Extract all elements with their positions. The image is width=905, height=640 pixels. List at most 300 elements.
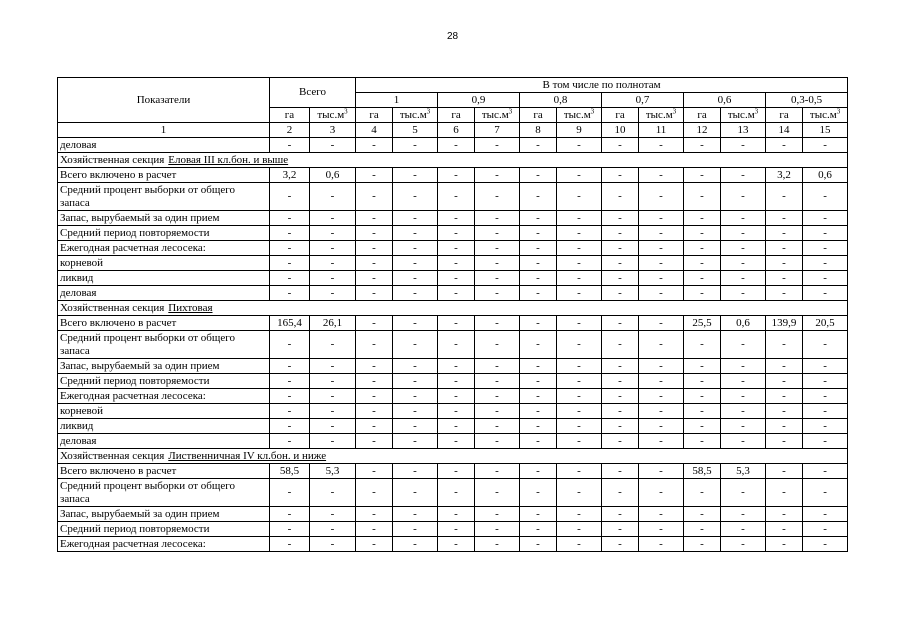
table-cell: - bbox=[475, 374, 520, 389]
table-cell: - bbox=[475, 286, 520, 301]
table-cell: 0,6 bbox=[310, 168, 356, 183]
unit-volume-exponent: 3 bbox=[672, 107, 677, 115]
table-cell: - bbox=[721, 479, 766, 507]
table-cell: - bbox=[639, 331, 684, 359]
table-cell: - bbox=[356, 374, 393, 389]
table-cell: - bbox=[803, 434, 848, 449]
table-cell: - bbox=[438, 359, 475, 374]
table-cell: - bbox=[639, 479, 684, 507]
table-cell: - bbox=[356, 256, 393, 271]
unit-volume-text: тыс.м bbox=[727, 108, 755, 121]
row-label: деловая bbox=[58, 286, 270, 301]
table-cell: - bbox=[520, 479, 557, 507]
table-cell: - bbox=[393, 374, 438, 389]
row-label: Средний период повторяемости bbox=[58, 226, 270, 241]
table-cell: - bbox=[602, 374, 639, 389]
table-cell: - bbox=[803, 286, 848, 301]
table-cell: - bbox=[356, 286, 393, 301]
table-cell: - bbox=[557, 256, 602, 271]
table-cell: - bbox=[438, 522, 475, 537]
table-cell: - bbox=[356, 537, 393, 552]
table-cell: - bbox=[520, 168, 557, 183]
table-cell: - bbox=[602, 359, 639, 374]
table-cell: - bbox=[684, 522, 721, 537]
table-cell: - bbox=[438, 241, 475, 256]
table-cell: - bbox=[766, 507, 803, 522]
table-cell: - bbox=[520, 359, 557, 374]
table-cell: - bbox=[393, 226, 438, 241]
table-cell: 26,1 bbox=[310, 316, 356, 331]
table-cell: - bbox=[310, 419, 356, 434]
table-cell: - bbox=[438, 404, 475, 419]
table-cell: - bbox=[520, 256, 557, 271]
table-cell: - bbox=[557, 359, 602, 374]
table-cell: - bbox=[270, 331, 310, 359]
table-cell: - bbox=[766, 138, 803, 153]
table-cell: - bbox=[721, 419, 766, 434]
table-cell: - bbox=[393, 331, 438, 359]
table-cell: - bbox=[557, 211, 602, 226]
table-cell: - bbox=[438, 507, 475, 522]
unit-area-header: га bbox=[438, 108, 475, 123]
table-cell: - bbox=[270, 434, 310, 449]
unit-volume-exponent: 3 bbox=[836, 107, 841, 115]
table-cell: - bbox=[639, 537, 684, 552]
table-cell: - bbox=[475, 241, 520, 256]
table-cell: - bbox=[557, 374, 602, 389]
table-cell: - bbox=[721, 241, 766, 256]
table-row bbox=[58, 389, 848, 404]
table-cell: - bbox=[356, 226, 393, 241]
table-row bbox=[58, 434, 848, 449]
table-cell: - bbox=[520, 419, 557, 434]
table-cell: - bbox=[393, 168, 438, 183]
table-cell: - bbox=[557, 286, 602, 301]
table-cell: - bbox=[520, 404, 557, 419]
table-cell: - bbox=[766, 359, 803, 374]
row-label: корневой bbox=[58, 404, 270, 419]
table-cell: - bbox=[602, 138, 639, 153]
table-cell: - bbox=[520, 183, 557, 211]
table-cell: - bbox=[270, 537, 310, 552]
table-cell: - bbox=[639, 389, 684, 404]
column-number: 12 bbox=[684, 123, 721, 138]
table-cell: - bbox=[393, 183, 438, 211]
table-cell: - bbox=[475, 359, 520, 374]
table-cell: - bbox=[475, 507, 520, 522]
table-cell: - bbox=[393, 256, 438, 271]
table-cell: - bbox=[438, 211, 475, 226]
column-number: 4 bbox=[356, 123, 393, 138]
table-cell: - bbox=[602, 537, 639, 552]
table-cell: - bbox=[356, 359, 393, 374]
table-cell: - bbox=[270, 226, 310, 241]
table-cell: - bbox=[557, 464, 602, 479]
row-label: Средний процент выборки от общего запаса bbox=[58, 479, 270, 507]
table-cell: - bbox=[803, 211, 848, 226]
unit-area-header: га bbox=[684, 108, 721, 123]
table-cell: - bbox=[520, 241, 557, 256]
column-number: 11 bbox=[639, 123, 684, 138]
table-cell: - bbox=[270, 419, 310, 434]
table-cell: - bbox=[270, 138, 310, 153]
table-cell: - bbox=[520, 522, 557, 537]
table-cell: - bbox=[602, 419, 639, 434]
unit-area-header: га bbox=[270, 108, 310, 123]
column-number: 10 bbox=[602, 123, 639, 138]
table-cell: - bbox=[684, 271, 721, 286]
table-cell: - bbox=[475, 271, 520, 286]
table-cell: - bbox=[310, 479, 356, 507]
table-cell: - bbox=[721, 537, 766, 552]
table-cell: - bbox=[475, 389, 520, 404]
table-cell: - bbox=[602, 256, 639, 271]
table-cell: - bbox=[520, 389, 557, 404]
column-number: 5 bbox=[393, 123, 438, 138]
unit-volume-header bbox=[721, 108, 766, 123]
table-cell: - bbox=[721, 286, 766, 301]
section-row bbox=[58, 301, 848, 316]
table-cell: - bbox=[721, 522, 766, 537]
table-cell: - bbox=[310, 537, 356, 552]
column-number: 8 bbox=[520, 123, 557, 138]
table-cell: - bbox=[803, 464, 848, 479]
table-cell: - bbox=[438, 286, 475, 301]
table-cell: - bbox=[684, 537, 721, 552]
table-cell: - bbox=[639, 138, 684, 153]
table-cell: - bbox=[803, 522, 848, 537]
table-cell: - bbox=[557, 183, 602, 211]
table-cell: - bbox=[766, 464, 803, 479]
table-cell: - bbox=[721, 138, 766, 153]
table-cell: - bbox=[438, 389, 475, 404]
table-cell: - bbox=[393, 434, 438, 449]
table-row bbox=[58, 241, 848, 256]
row-label: Всего включено в расчет bbox=[58, 316, 270, 331]
table-cell: - bbox=[557, 241, 602, 256]
table-cell: - bbox=[602, 271, 639, 286]
table-cell: - bbox=[393, 286, 438, 301]
table-cell: - bbox=[803, 183, 848, 211]
table-cell: - bbox=[310, 271, 356, 286]
table-row bbox=[58, 316, 848, 331]
table-cell: - bbox=[684, 183, 721, 211]
table-cell: - bbox=[310, 211, 356, 226]
table-cell: - bbox=[270, 389, 310, 404]
column-number: 6 bbox=[438, 123, 475, 138]
unit-volume-exponent: 3 bbox=[344, 107, 348, 115]
table-cell: - bbox=[438, 374, 475, 389]
unit-volume-text: тыс.м bbox=[399, 108, 427, 121]
table-cell: - bbox=[721, 183, 766, 211]
table-row bbox=[58, 211, 848, 226]
table-cell: - bbox=[803, 404, 848, 419]
density-group-header: 0,8 bbox=[520, 93, 602, 108]
table-cell: - bbox=[438, 479, 475, 507]
table-cell: - bbox=[602, 507, 639, 522]
table-cell: - bbox=[475, 331, 520, 359]
table-row bbox=[58, 286, 848, 301]
forest-table bbox=[57, 77, 848, 552]
row-label: Средний процент выборки от общего запаса bbox=[58, 331, 270, 359]
table-cell: - bbox=[393, 537, 438, 552]
table-row bbox=[58, 138, 848, 153]
section-prefix: Хозяйственная секция bbox=[60, 301, 165, 314]
table-cell: - bbox=[475, 226, 520, 241]
column-number: 7 bbox=[475, 123, 520, 138]
table-cell: - bbox=[684, 404, 721, 419]
header-total: Всего bbox=[270, 78, 356, 108]
density-group-header: 0,7 bbox=[602, 93, 684, 108]
table-cell: - bbox=[438, 138, 475, 153]
table-cell: 3,2 bbox=[270, 168, 310, 183]
table-cell: - bbox=[310, 183, 356, 211]
table-cell: - bbox=[270, 359, 310, 374]
table-cell: - bbox=[356, 331, 393, 359]
unit-area-header: га bbox=[356, 108, 393, 123]
table-cell: - bbox=[356, 138, 393, 153]
table-cell: - bbox=[310, 256, 356, 271]
table-cell: 0,6 bbox=[721, 316, 766, 331]
table-cell: - bbox=[520, 434, 557, 449]
table-cell: - bbox=[684, 256, 721, 271]
table-cell: - bbox=[684, 419, 721, 434]
table-cell: - bbox=[270, 241, 310, 256]
table-cell: - bbox=[520, 464, 557, 479]
section-header bbox=[58, 449, 848, 464]
section-row bbox=[58, 153, 848, 168]
table-cell: - bbox=[438, 256, 475, 271]
table-cell: - bbox=[356, 168, 393, 183]
table-cell: - bbox=[270, 404, 310, 419]
table-cell: - bbox=[310, 286, 356, 301]
section-prefix: Хозяйственная секция bbox=[60, 153, 165, 166]
table-cell: - bbox=[721, 331, 766, 359]
table-cell: - bbox=[475, 316, 520, 331]
section-row bbox=[58, 449, 848, 464]
table-cell: - bbox=[721, 374, 766, 389]
table-cell: - bbox=[684, 359, 721, 374]
table-row bbox=[58, 419, 848, 434]
table-cell: - bbox=[684, 138, 721, 153]
table-cell: - bbox=[356, 211, 393, 226]
row-label: Средний процент выборки от общего запаса bbox=[58, 183, 270, 211]
table-cell: - bbox=[520, 374, 557, 389]
table-cell: - bbox=[721, 389, 766, 404]
table-cell: - bbox=[438, 168, 475, 183]
table-cell: - bbox=[684, 226, 721, 241]
table-cell: - bbox=[684, 389, 721, 404]
row-label: Всего включено в расчет bbox=[58, 464, 270, 479]
table-cell: - bbox=[475, 211, 520, 226]
table-cell: - bbox=[270, 183, 310, 211]
density-group-header: 0,3-0,5 bbox=[766, 93, 848, 108]
section-header bbox=[58, 301, 848, 316]
table-cell: - bbox=[639, 434, 684, 449]
table-cell: - bbox=[475, 434, 520, 449]
unit-volume-header bbox=[310, 108, 356, 123]
table-cell: - bbox=[766, 404, 803, 419]
table-cell: - bbox=[766, 331, 803, 359]
unit-volume-header bbox=[557, 108, 602, 123]
table-cell: - bbox=[639, 211, 684, 226]
table-cell: - bbox=[438, 183, 475, 211]
table-cell: - bbox=[602, 479, 639, 507]
row-label: деловая bbox=[58, 138, 270, 153]
table-cell: - bbox=[270, 286, 310, 301]
table-cell: - bbox=[475, 168, 520, 183]
table-cell: - bbox=[475, 138, 520, 153]
table-cell: - bbox=[310, 359, 356, 374]
table-cell: - bbox=[684, 331, 721, 359]
column-numbers-row bbox=[58, 123, 848, 138]
table-cell: - bbox=[684, 286, 721, 301]
table-cell: - bbox=[270, 211, 310, 226]
table-cell: - bbox=[557, 479, 602, 507]
table-cell: - bbox=[270, 507, 310, 522]
unit-volume-text: тыс.м bbox=[481, 108, 509, 121]
table-cell: - bbox=[602, 286, 639, 301]
table-cell: - bbox=[602, 331, 639, 359]
table-cell: - bbox=[356, 522, 393, 537]
table-cell: - bbox=[557, 419, 602, 434]
table-cell: - bbox=[356, 419, 393, 434]
table-cell: - bbox=[639, 374, 684, 389]
table-row bbox=[58, 226, 848, 241]
row-label: ликвид bbox=[58, 419, 270, 434]
table-cell: - bbox=[721, 404, 766, 419]
table-row bbox=[58, 359, 848, 374]
table-row bbox=[58, 464, 848, 479]
table-cell: - bbox=[766, 183, 803, 211]
section-name: Пихтовая bbox=[168, 301, 213, 314]
table-cell: - bbox=[310, 241, 356, 256]
row-label: ликвид bbox=[58, 271, 270, 286]
table-cell: - bbox=[639, 271, 684, 286]
table-cell: - bbox=[803, 389, 848, 404]
table-cell: 165,4 bbox=[270, 316, 310, 331]
table-cell: - bbox=[310, 522, 356, 537]
table-cell: - bbox=[393, 464, 438, 479]
unit-volume-text: тыс.м bbox=[317, 108, 345, 121]
column-number: 2 bbox=[270, 123, 310, 138]
table-row bbox=[58, 404, 848, 419]
table-cell: - bbox=[393, 316, 438, 331]
section-prefix: Хозяйственная секция bbox=[60, 449, 165, 462]
table-row bbox=[58, 168, 848, 183]
table-cell: - bbox=[803, 271, 848, 286]
table-cell: - bbox=[393, 507, 438, 522]
table-cell: - bbox=[393, 241, 438, 256]
table-cell: - bbox=[393, 522, 438, 537]
table-cell: - bbox=[270, 256, 310, 271]
table-cell: 20,5 bbox=[803, 316, 848, 331]
table-row bbox=[58, 256, 848, 271]
table-body bbox=[58, 138, 848, 552]
header-by-density: В том числе по полнотам bbox=[356, 78, 848, 93]
row-label: Средний период повторяемости bbox=[58, 522, 270, 537]
table-cell: - bbox=[766, 286, 803, 301]
table-cell: - bbox=[602, 241, 639, 256]
unit-volume-text: тыс.м bbox=[809, 108, 837, 121]
table-cell: - bbox=[803, 331, 848, 359]
row-label: Запас, вырубаемый за один прием bbox=[58, 211, 270, 226]
table-cell: - bbox=[803, 359, 848, 374]
table-cell: - bbox=[475, 183, 520, 211]
table-cell: - bbox=[393, 359, 438, 374]
column-number: 3 bbox=[310, 123, 356, 138]
table-cell: - bbox=[803, 507, 848, 522]
density-group-header: 1 bbox=[356, 93, 438, 108]
table-cell: - bbox=[557, 331, 602, 359]
table-cell: - bbox=[393, 404, 438, 419]
table-cell: - bbox=[438, 537, 475, 552]
table-cell: - bbox=[721, 226, 766, 241]
table-cell: - bbox=[475, 419, 520, 434]
row-label: Ежегодная расчетная лесосека: bbox=[58, 389, 270, 404]
table-row bbox=[58, 183, 848, 211]
unit-volume-header bbox=[475, 108, 520, 123]
table-cell: 3,2 bbox=[766, 168, 803, 183]
table-row bbox=[58, 479, 848, 507]
table-cell: 58,5 bbox=[684, 464, 721, 479]
table-cell: - bbox=[639, 226, 684, 241]
table-cell: - bbox=[602, 226, 639, 241]
table-cell: - bbox=[270, 522, 310, 537]
unit-volume-header bbox=[393, 108, 438, 123]
table-cell: - bbox=[310, 138, 356, 153]
table-cell: - bbox=[356, 464, 393, 479]
table-cell: - bbox=[766, 479, 803, 507]
table-cell: - bbox=[393, 389, 438, 404]
table-cell: - bbox=[602, 389, 639, 404]
table-cell: - bbox=[766, 256, 803, 271]
table-cell: - bbox=[766, 271, 803, 286]
table-cell: - bbox=[684, 211, 721, 226]
table-cell: - bbox=[393, 211, 438, 226]
table-cell: - bbox=[602, 404, 639, 419]
table-cell: - bbox=[557, 434, 602, 449]
row-label: корневой bbox=[58, 256, 270, 271]
table-cell: - bbox=[684, 507, 721, 522]
table-cell: - bbox=[356, 241, 393, 256]
table-cell: - bbox=[803, 256, 848, 271]
unit-volume-header bbox=[639, 108, 684, 123]
unit-area-header: га bbox=[520, 108, 557, 123]
table-cell: - bbox=[766, 226, 803, 241]
table-cell: - bbox=[393, 479, 438, 507]
table-cell: - bbox=[803, 138, 848, 153]
table-cell: - bbox=[766, 537, 803, 552]
table-cell: - bbox=[356, 316, 393, 331]
row-label: Запас, вырубаемый за один прием bbox=[58, 359, 270, 374]
table-cell: - bbox=[684, 479, 721, 507]
row-label: Запас, вырубаемый за один прием bbox=[58, 507, 270, 522]
table-cell: - bbox=[602, 522, 639, 537]
table-cell: - bbox=[602, 316, 639, 331]
unit-volume-text: тыс.м bbox=[563, 108, 591, 121]
column-number: 9 bbox=[557, 123, 602, 138]
table-cell: - bbox=[310, 389, 356, 404]
table-cell: - bbox=[721, 168, 766, 183]
table-cell: - bbox=[438, 434, 475, 449]
table-cell: - bbox=[393, 138, 438, 153]
table-cell: - bbox=[438, 226, 475, 241]
table-cell: - bbox=[602, 168, 639, 183]
table-cell: - bbox=[639, 419, 684, 434]
table-cell: - bbox=[310, 331, 356, 359]
table-cell: - bbox=[766, 419, 803, 434]
